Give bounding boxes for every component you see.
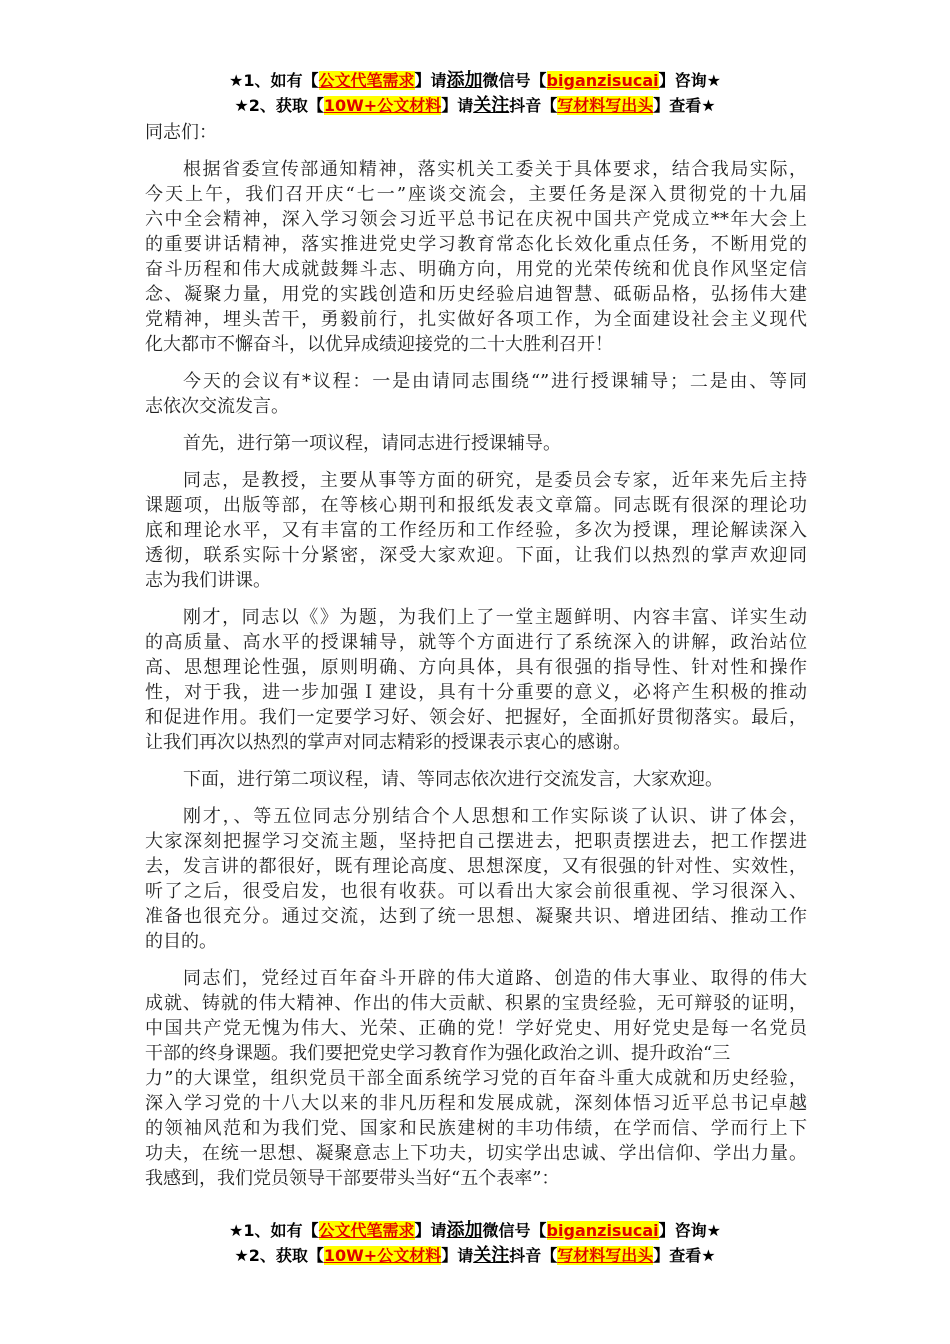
text-line: 念、凝聚力量，用党的实践创造和历史经验启迪智慧、砥砺品格，弘扬伟大建 — [145, 284, 807, 305]
text-line: 让我们再次以热烈的掌声对同志精彩的授课表示衷心的感谢。 — [145, 732, 631, 753]
text-line: 今天上午，我们召开庆“七一”座谈交流会，主要任务是深入贯彻党的十九届 — [145, 184, 807, 205]
banner-line1 — [0, 1218, 950, 1243]
document-body — [145, 120, 807, 1191]
text-line: 的重要讲话精神，落实推进党史学习教育常态化长效化重点任务，不断用党的 — [145, 234, 807, 255]
paragraph — [145, 468, 807, 593]
highlighted-text: 10W+公文材料 — [323, 96, 442, 115]
banner-text: 微信号【 — [482, 71, 547, 90]
text-line: 听了之后，很受启发，也很有收获。可以看出大家会前很重视、学习很深入、 — [145, 881, 807, 902]
banner-line2 — [0, 1243, 950, 1268]
banner-text: 微信号【 — [482, 1221, 547, 1240]
underlined-text: 关注 — [473, 95, 510, 116]
text-line: 大家深刻把握学习交流主题，坚持把自己摆进去，把职责摆进去，把工作摆进 — [145, 831, 807, 852]
text-line: 的目的。 — [145, 931, 217, 952]
highlighted-text: biganzisucai — [546, 1221, 659, 1240]
banner-text: ★2、获取【 — [234, 1246, 324, 1265]
highlighted-text: 公文代笔需求 — [318, 71, 415, 90]
highlighted-text: 公文代笔需求 — [318, 1221, 415, 1240]
text-line: 刚才，、等五位同志分别结合个人思想和工作实际谈了认识、讲了体会， — [183, 806, 807, 827]
text-line: 化大都市不懈奋斗，以优异成绩迎接党的二十大胜利召开！ — [145, 334, 613, 355]
banner-text: 】咨询★ — [658, 71, 721, 90]
text-line: 干部的终身课题。我们要把党史学习教育作为强化政治之训、提升政治“三 — [145, 1043, 731, 1064]
highlighted-text: 写材料写出头 — [557, 96, 654, 115]
text-line: 高、思想理论性强，原则明确、方向具体，具有很强的指导性、针对性和操作 — [145, 657, 807, 678]
paragraph — [145, 804, 807, 954]
banner-text: 抖音【 — [509, 1246, 558, 1265]
banner-text: ★2、获取【 — [234, 96, 324, 115]
text-line: 中国共产党无愧为伟大、光荣、正确的党！学好党史、用好党史是每一名党员 — [145, 1018, 807, 1039]
text-line: 我感到，我们党员领导干部要带头当好“五个表率”： — [145, 1168, 560, 1189]
banner-text: 】咨询★ — [658, 1221, 721, 1240]
banner-text: 】请 — [441, 96, 474, 115]
banner-text: 】请 — [414, 71, 447, 90]
text-line: 透彻，联系实际十分紧密，深受大家欢迎。下面，让我们以热烈的掌声欢迎同 — [145, 545, 807, 566]
text-line: 的高质量、高水平的授课辅导，就等个方面进行了系统深入的讲解，政治站位 — [145, 632, 807, 653]
paragraph — [145, 767, 807, 792]
greeting: 同志们： — [145, 122, 217, 143]
text-line: 去，发言讲的都很好，既有理论高度、思想深度，又有很强的针对性、实效性， — [145, 856, 807, 877]
text-line: 六中全会精神，深入学习领会习近平总书记在庆祝中国共产党成立**年大会上 — [145, 209, 807, 230]
underlined-text: 添加 — [446, 70, 483, 91]
text-line: 准备也很充分。通过交流，达到了统一思想、凝聚共识、增进团结、推动工作 — [145, 906, 807, 927]
paragraph — [145, 431, 807, 456]
paragraph — [145, 966, 807, 1191]
text-line: 同志们，党经过百年奋斗开辟的伟大道路、创造的伟大事业、取得的伟大 — [183, 968, 807, 989]
text-line: 和促进作用。我们一定要学习好、领会好、把握好，全面抓好贯彻落实。最后， — [145, 707, 807, 728]
highlighted-text: 10W+公文材料 — [323, 1246, 442, 1265]
text-line: 力”的大课堂，组织党员干部全面系统学习党的百年奋斗重大成就和历史经验， — [145, 1068, 807, 1089]
text-line: 志为我们讲课。 — [145, 570, 271, 591]
text-line: 今天的会议有*议程：一是由请同志围绕“”进行授课辅导；二是由、等同 — [183, 371, 807, 392]
text-line: 下面，进行第二项议程，请、等同志依次进行交流发言，大家欢迎。 — [183, 769, 723, 790]
text-line: 首先，进行第一项议程，请同志进行授课辅导。 — [183, 433, 561, 454]
underlined-text: 添加 — [446, 1220, 483, 1241]
text-line: 深入学习党的十八大以来的非凡历程和发展成就，深刻体悟习近平总书记卓越 — [145, 1093, 807, 1114]
text-line: 奋斗历程和伟大成就鼓舞斗志、明确方向，用党的光荣传统和优良作风坚定信 — [145, 259, 807, 280]
footer-banner — [0, 1218, 950, 1268]
banner-text: 】查看★ — [653, 1246, 716, 1265]
text-line: 功夫，在统一思想、凝聚意志上下功夫，切实学出忠诚、学出信仰、学出力量。 — [145, 1143, 807, 1164]
text-line: 同志，是教授，主要从事等方面的研究，是委员会专家，近年来先后主持 — [183, 470, 807, 491]
text-line: 志依次交流发言。 — [145, 396, 289, 417]
text-line: 根据省委宣传部通知精神，落实机关工委关于具体要求，结合我局实际， — [183, 159, 807, 180]
text-line: 课题项，出版等部，在等核心期刊和报纸发表文章篇。同志既有很深的理论功 — [145, 495, 807, 516]
highlighted-text: 写材料写出头 — [557, 1246, 654, 1265]
text-line: 党精神，埋头苦干，勇毅前行，扎实做好各项工作，为全面建设社会主义现代 — [145, 309, 807, 330]
text-line: 刚才，同志以《》为题，为我们上了一堂主题鲜明、内容丰富、详实生动 — [183, 607, 807, 628]
banner-text: 】请 — [414, 1221, 447, 1240]
banner-line2 — [0, 93, 950, 118]
banner-line1 — [0, 68, 950, 93]
header-banner — [0, 68, 950, 118]
banner-text: ★1、如有【 — [229, 1221, 319, 1240]
paragraph — [145, 369, 807, 419]
text-line: 底和理论水平，又有丰富的工作经历和工作经验，多次为授课，理论解读深入 — [145, 520, 807, 541]
paragraph — [145, 605, 807, 755]
banner-text: 抖音【 — [509, 96, 558, 115]
text-line: 性，对于我，进一步加强Ｉ建设，具有十分重要的意义，必将产生积极的推动 — [145, 682, 807, 703]
underlined-text: 关注 — [473, 1245, 510, 1266]
text-line: 成就、铸就的伟大精神、作出的伟大贡献、积累的宝贵经验，无可辩驳的证明， — [145, 993, 807, 1014]
banner-text: ★1、如有【 — [229, 71, 319, 90]
banner-text: 】查看★ — [653, 96, 716, 115]
text-line: 的领袖风范和为我们党、国家和民族建树的丰功伟绩，在学而信、学而行上下 — [145, 1118, 807, 1139]
highlighted-text: biganzisucai — [546, 71, 659, 90]
paragraph — [145, 157, 807, 357]
banner-text: 】请 — [441, 1246, 474, 1265]
